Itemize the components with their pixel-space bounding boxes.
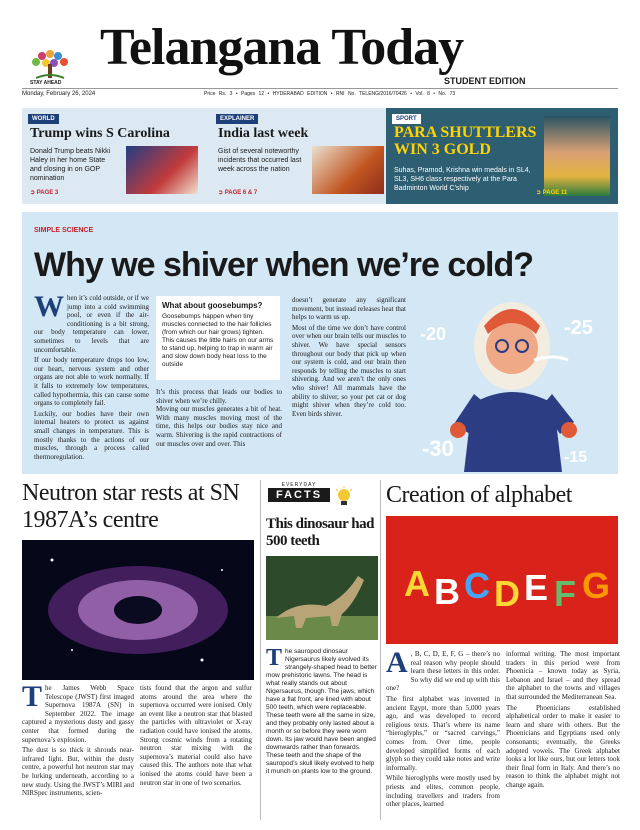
paragraph: If our body temperature drops too low, our heart, nervous system and other organs are not able to work normally. If it falls to extremely low temperatures, called hypothermia, this can cause some organs to completely fail.	[34, 356, 149, 408]
sidebar-text: Goosebumps happen when tiny muscles connected to the hair follicles (from which our hair grows) tighten. This causes the little hairs on our arms to stand up, helping to trap in warm air and slow down body heat loss to the outside	[162, 313, 274, 368]
dinosaur-image	[266, 556, 378, 640]
everyday-facts-badge	[268, 482, 330, 512]
image-letter: B	[434, 571, 460, 612]
teaser-kicker: WORLD	[28, 114, 59, 124]
badge-top-label: EVERYDAY	[281, 482, 317, 488]
paragraph: he James Webb Space Telescope (JWST) first imaged Supernova 1987A (SN) in September 2022. The image captured a mysterious dusty and gassy center that formed during the supernova’s explosion.	[22, 684, 134, 744]
issue-meta: Price Rs. 3 • Pages 12 • HYDERABAD EDITION • RNI No. TELENG/2016/70426 • Vol. 8 • No. 73	[204, 91, 456, 97]
teaser-summary: Gist of several noteworthy incidents that occurred last week across the nation	[218, 148, 302, 173]
article-column	[386, 646, 500, 811]
paragraph: The first alphabet was invented in ancient Egypt, more than 5,000 years ago, and was developed to record religious texts. That’s where its name “hieroglyphs,” or “sacred carvings,” comes from. Over time, people developed simplified forms of each glyph so they could take notes and write informally.	[386, 694, 500, 772]
paragraph: Moving our muscles generates a bit of heat. With many muscles moving most of the time, this helps our bodies stay nice and warm. Shivering is the rapid contractions of our muscles over and over. This	[156, 405, 282, 448]
drop-cap: T	[266, 645, 283, 671]
article-column	[34, 290, 149, 463]
image-letter: E	[524, 567, 549, 608]
paragraph: hen it’s cold outside, or if we jump into a cold swimming pool, or even if the air-conditioning is a bit strong, our body temperature can lower, sometimes to levels that are uncomfortable.	[34, 294, 149, 354]
teaser-page-ref[interactable]: ➲ PAGE 6 & 7	[218, 190, 258, 196]
teaser-kicker: SPORT	[392, 114, 421, 124]
article-headline: Why we shiver when we’re cold?	[34, 246, 534, 284]
athlete-photo	[544, 116, 610, 196]
temperature-label: -25	[564, 317, 593, 339]
teaser-sport[interactable]	[386, 108, 618, 204]
column-divider	[260, 480, 261, 820]
image-letter: A	[404, 563, 430, 604]
paragraph: Most of the time we don’t have control over when our brain tells our muscles to shiver. We have special sensors throughout our body that pick up when our system is cold, and our brain then responds by telling the muscles to start shivering. And we aren’t the only ones who shiver! All mammals have the ability to shiver, so your pet cat or dog might shiver when they’re cold too. Even birds shiver.	[292, 323, 406, 418]
alphabet-blocks-image	[386, 516, 618, 644]
temperature-label: -20	[420, 324, 447, 344]
column-divider	[380, 480, 381, 820]
teaser-page-ref[interactable]: ➲ PAGE 11	[536, 190, 568, 196]
paragraph: The Phoenicians established alphabetical order to make it easier to learn and share with others. But the Phoenicians and Egyptians used only consonants; eventually, the Greeks adopted vowels. The Greek alphabet looks a lot like ours, but our letters took their final form in Italy. And there’s no reason to think the alphabet might not change again.	[506, 703, 620, 789]
teaser-summary: Suhas, Pramod, Krishna win medals in SL4, SL3, SH6 class respectively at the Para Badminton World C'ship	[394, 167, 531, 192]
science-section	[22, 212, 618, 474]
paragraph: Luckily, our bodies have their own internal heaters to protect us against small changes in temperature. This is mostly thanks to the actions of our muscles, through a process called thermoregulation.	[34, 409, 149, 461]
sidebar-title: What about goosebumps?	[162, 301, 263, 310]
article-column	[292, 296, 406, 420]
article-headline: This dinosaur had 500 teeth	[266, 516, 374, 549]
teaser-headline: PARA SHUTTLERS WIN 3 GOLD	[394, 124, 537, 158]
logo-tagline: STAY AHEAD	[30, 80, 62, 86]
masthead-rule	[22, 88, 618, 89]
teaser-world[interactable]	[22, 108, 204, 204]
image-letter: G	[582, 565, 611, 606]
drop-cap: T	[22, 680, 43, 713]
image-letter: F	[554, 573, 576, 614]
badge-main-label: FACTS	[268, 488, 330, 502]
paragraph: he sauropod dinosaur Nigersaurus likely evolved its strangely-shaped head to better mow prehistoric lawns. The head is what really stands out about Nigersaurus, though. The jaws, which have a flat front, are lined with about 500 teeth, which were replaceable. These teeth were all the same in size, and they probably only lasted about a month or so before they were worn down. Its jaw would have been angled downwards rather than forwards. These teeth and the shape of the sauropod’s skull likely evolved to help it munch on plants low to the ground.	[266, 648, 377, 775]
drop-cap: A	[386, 646, 408, 679]
article-column	[156, 388, 282, 448]
image-letter: C	[464, 565, 490, 606]
parade-photo	[312, 146, 384, 194]
teaser-summary: Donald Trump beats Nikki Haley in her home State and closing in on GOP nomination	[30, 148, 111, 182]
lightbulb-icon	[334, 486, 354, 508]
article-body	[266, 645, 378, 776]
teaser-headline: Trump wins S Carolina	[30, 126, 170, 141]
article-column	[506, 650, 620, 792]
paragraph: tists found that the argon and sulfur atoms around the area where the supernova occurred were ionised. Only an event like a neutron star that blasted the particles with ultraviolet or X-ray radiation could have ionised the atoms. Strong cosmic winds from a rotating neutron star mixing with the supernova’s material could also have caused this. The authors note that what ionised the atoms could have been a neutron star in one of two scenarios.	[140, 684, 252, 787]
article-column	[22, 680, 134, 800]
image-letter: D	[494, 573, 520, 614]
edition-label: STUDENT EDITION	[444, 76, 526, 86]
issue-date: Monday, February 26, 2024	[22, 91, 96, 97]
sidebar-box	[156, 296, 280, 380]
article-headline: Neutron star rests at SN 1987A’s centre	[22, 480, 240, 533]
article-column	[140, 684, 252, 789]
teaser-explainer[interactable]	[210, 108, 390, 204]
shivering-person-illustration	[414, 284, 610, 472]
paragraph: informal writing. The most important traders in this period were from Phoenicia – known today as Syria, Lebanon and Israel – and they spread the alphabet to the towns and villages that surrounded the Mediterranean Sea.	[506, 650, 620, 701]
paragraph: It’s this process that leads our bodies to shiver when we’re chilly.	[156, 388, 282, 405]
supernova-image	[22, 540, 254, 680]
paragraph: , B, C, D, E, F, G – there’s no real reason why people should learn these letters in this order. So why did we end up with this one?	[386, 650, 500, 693]
temperature-label: -30	[422, 436, 454, 461]
paragraph: While hieroglyphs were mostly used by priests and elites, common people, including travellers and traders from other places, learned	[386, 774, 500, 809]
teaser-headline: India last week	[218, 126, 309, 141]
teaser-page-ref[interactable]: ➲ PAGE 3	[30, 190, 59, 196]
paragraph: doesn’t generate any significant movement, but instead releases heat that helps to warm us up.	[292, 296, 406, 322]
article-headline: Creation of alphabet	[386, 482, 572, 508]
paragraph: The dust is so thick it shrouds near-infrared light. But, within the dusty centre, a powerful hot neutron star may be lurking underneath, according to a new study. Using the JWST’s MIRI and NIRSpec instruments, scien-	[22, 746, 134, 798]
teaser-kicker: EXPLAINER	[216, 114, 258, 124]
masthead-title: Telangana Today	[100, 19, 464, 76]
drop-cap: W	[34, 290, 64, 323]
section-kicker: SIMPLE SCIENCE	[34, 227, 94, 234]
rally-photo	[126, 146, 198, 194]
teaser-strip	[22, 108, 618, 204]
temperature-label: -15	[564, 449, 588, 466]
